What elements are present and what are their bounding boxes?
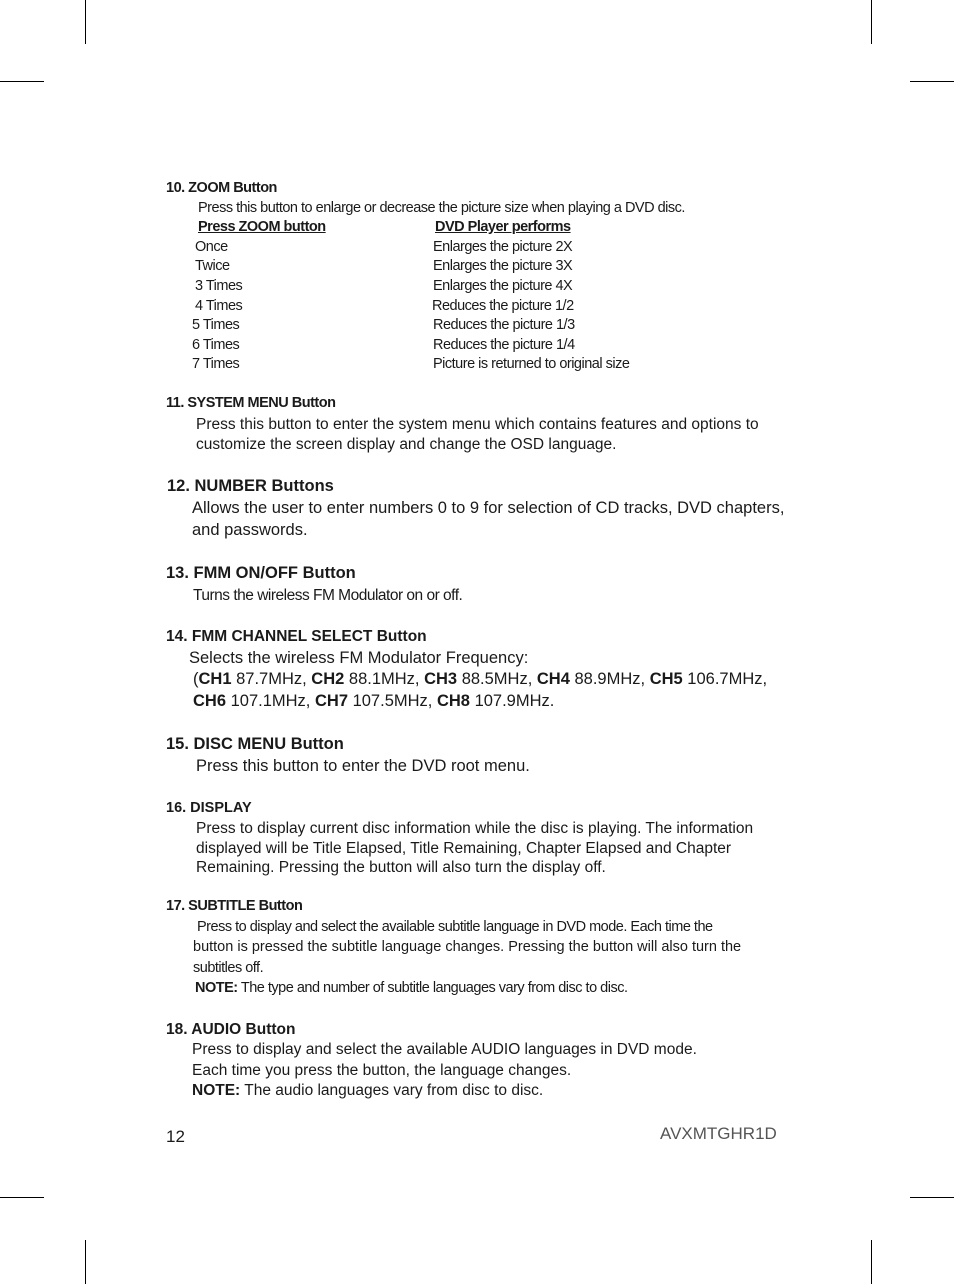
system-menu-text: Press this button to enter the system menu which contains features and options to [196, 416, 759, 433]
fmm-onoff-text: Turns the wireless FM Modulator on or off. [193, 587, 463, 604]
crop-mark [871, 1240, 872, 1284]
audio-note [192, 1082, 543, 1100]
channel-label: CH2 [311, 670, 345, 688]
subtitle-note [195, 980, 627, 996]
section-heading-fmm-onoff: 13. FMM ON/OFF Button [166, 564, 356, 582]
channel-frequency: 107.1MHz, [226, 692, 315, 710]
crop-mark [910, 81, 954, 82]
zoom-press: 5 Times [192, 317, 240, 333]
fmm-channel-list-line [193, 692, 554, 711]
page-number: 12 [166, 1127, 185, 1146]
fmm-channel-intro: Selects the wireless FM Modulator Frequency: [189, 649, 529, 667]
number-text: Allows the user to enter numbers 0 to 9 for selection of CD tracks, DVD chapters, [192, 499, 785, 517]
crop-mark [871, 0, 872, 44]
zoom-press: 7 Times [192, 356, 240, 372]
channel-frequency: 107.5MHz, [348, 692, 437, 710]
note-text: The type and number of subtitle languages vary from disc to disc. [237, 980, 628, 996]
subtitle-text: Press to display and select the available subtitle language in DVD mode. Each time the [197, 919, 713, 935]
zoom-result: Enlarges the picture 2X [433, 239, 573, 255]
zoom-press: 3 Times [195, 278, 243, 294]
section-heading-fmm-channel: 14. FMM CHANNEL SELECT Button [166, 628, 427, 645]
number-text: and passwords. [192, 521, 308, 539]
display-text: Remaining. Pressing the button will also turn the display off. [196, 859, 606, 876]
system-menu-text: customize the screen display and change the OSD language. [196, 436, 617, 453]
zoom-press: 6 Times [192, 337, 240, 353]
channel-label: CH6 [193, 692, 227, 710]
zoom-press: Twice [195, 258, 230, 274]
channel-label: CH4 [536, 670, 570, 688]
zoom-table-header-performs: DVD Player performs [435, 219, 571, 235]
zoom-result: Reduces the picture 1/4 [433, 337, 575, 353]
crop-mark [910, 1197, 954, 1198]
subtitle-text: button is pressed the subtitle language changes. Pressing the button will also turn the [193, 939, 742, 955]
channel-frequency: 88.5MHz, [457, 670, 537, 688]
note-label: NOTE: [195, 980, 238, 996]
note-text: The audio languages vary from disc to disc. [240, 1082, 544, 1099]
channel-frequency: 106.7MHz, [682, 670, 768, 688]
subtitle-text: subtitles off. [193, 960, 264, 976]
disc-menu-text: Press this button to enter the DVD root menu. [196, 757, 530, 775]
section-heading-disc-menu: 15. DISC MENU Button [166, 735, 344, 753]
channel-label: CH5 [649, 670, 683, 688]
audio-text: Press to display and select the available AUDIO languages in DVD mode. [192, 1041, 697, 1058]
crop-mark [85, 1240, 86, 1284]
section-heading-system-menu: 11. SYSTEM MENU Button [166, 395, 336, 411]
section-heading-display: 16. DISPLAY [166, 800, 252, 816]
channel-frequency: 87.7MHz, [231, 670, 312, 688]
channel-frequency: 88.1MHz, [344, 670, 425, 688]
crop-mark [0, 1197, 44, 1198]
channel-label: CH8 [436, 692, 470, 710]
zoom-result: Enlarges the picture 4X [433, 278, 573, 294]
channel-label: CH1 [198, 670, 232, 688]
zoom-result: Enlarges the picture 3X [433, 258, 573, 274]
section-heading-subtitle: 17. SUBTITLE Button [166, 898, 303, 914]
audio-text: Each time you press the button, the language changes. [192, 1062, 572, 1079]
display-text: Press to display current disc information while the disc is playing. The information [196, 820, 754, 837]
zoom-result: Reduces the picture 1/3 [433, 317, 575, 333]
section-heading-number: 12. NUMBER Buttons [167, 477, 334, 495]
channel-frequency: 107.9MHz. [469, 692, 555, 710]
zoom-table-header-press: Press ZOOM button [198, 219, 326, 235]
channel-label: CH3 [424, 670, 458, 688]
crop-mark [0, 81, 44, 82]
display-text: displayed will be Title Elapsed, Title Remaining, Chapter Elapsed and Chapter [196, 840, 732, 857]
model-number: AVXMTGHR1D [660, 1124, 777, 1143]
crop-mark [85, 0, 86, 44]
channel-frequency: 88.9MHz, [569, 670, 650, 688]
channel-label: CH7 [314, 692, 348, 710]
note-label: NOTE: [192, 1082, 241, 1099]
zoom-press: Once [195, 239, 228, 255]
section-heading-audio: 18. AUDIO Button [166, 1021, 296, 1038]
fmm-channel-list-line: (CH1 87.7MHz, CH2 88.1MHz, CH3 88.5MHz, CH4 88.9MHz, CH5 106.7MHz, [193, 670, 768, 688]
zoom-result: Picture is returned to original size [433, 356, 630, 372]
zoom-result: Reduces the picture 1/2 [432, 298, 574, 314]
zoom-intro: Press this button to enlarge or decrease the picture size when playing a DVD disc. [198, 200, 685, 216]
zoom-press: 4 Times [195, 298, 243, 314]
section-heading-zoom: 10. ZOOM Button [166, 180, 277, 196]
